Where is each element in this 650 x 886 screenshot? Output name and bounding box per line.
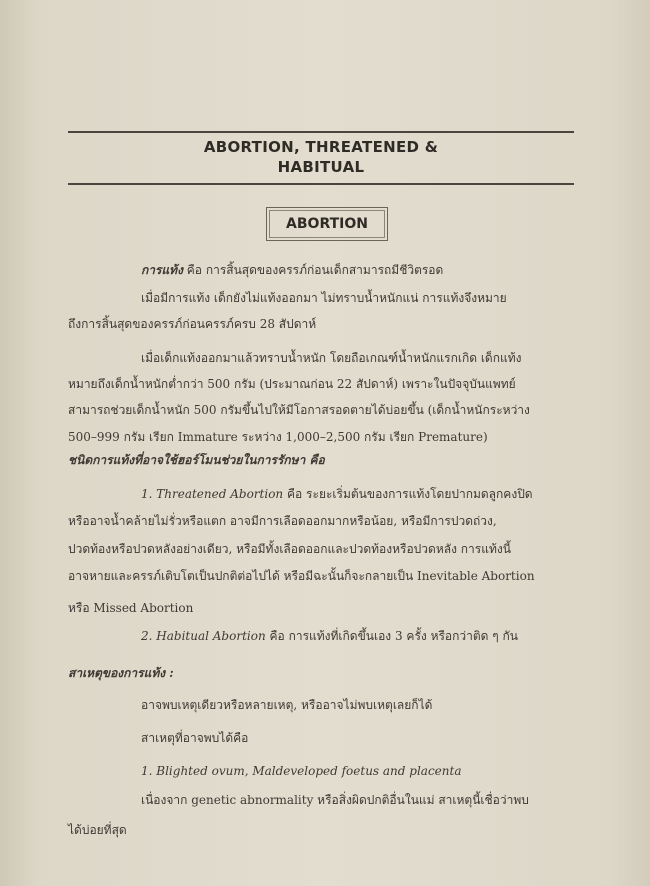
causes-line-1: อาจพบเหตุเดียวหรือหลายเหตุ, หรืออาจไม่พบเหตุเลยก็ได้: [141, 698, 433, 712]
cause-1-line-1: เนื่องจาก genetic abnormality หรือสิ่งผิดปกติอื่นในแม่ สาเหตุนี้เชื่อว่าพบ: [141, 793, 529, 807]
type-2-line: [141, 628, 518, 644]
type-1-line-1: [141, 486, 533, 502]
paragraph-2-line-2: หมายถึงเด็กน้ำหนักต่ำกว่า 500 กรัม (ประมาณก่อน 22 สัปดาห์) เพราะในปัจจุบันแพทย์: [68, 377, 516, 391]
causes-heading: สาเหตุของการแท้ง :: [68, 666, 174, 680]
type-1-line-5: หรือ Missed Abortion: [68, 601, 194, 615]
type-1-line-3: ปวดท้องหรือปวดหลังอย่างเดียว, หรือมีทั้งเลือดออกและปวดท้องหรือปวดหลัง การแท้งนี้: [68, 542, 511, 556]
section-heading-box: [266, 207, 388, 241]
top-rule: [68, 131, 574, 133]
paragraph-1-line-1: เมื่อมีการแท้ง เด็กยังไม่แท้งออกมา ไม่ทราบน้ำหนักแน่ การแท้งจึงหมาย: [141, 291, 507, 305]
paragraph-2-line-1: เมื่อเด็กแท้งออกมาแล้วทราบน้ำหนัก โดยถือเกณฑ์น้ำหนักแรกเกิด เด็กแท้ง: [141, 351, 522, 365]
bottom-rule: [68, 183, 574, 185]
definition-line: [141, 262, 443, 278]
type-1-text: คือ ระยะเริ่มต้นของการแท้งโดยปากมดลูกคงปิด: [287, 487, 533, 501]
type-2-label: 2. Habitual Abortion: [141, 629, 266, 643]
page-title-line1: ABORTION, THREATENED &: [203, 138, 439, 156]
type-2-text: คือ การแท้งที่เกิดขึ้นเอง 3 ครั้ง หรือกว่าติด ๆ กัน: [269, 629, 519, 643]
cause-1-line-2: ได้บ่อยที่สุด: [68, 823, 127, 837]
type-1-line-2: หรืออาจน้ำคล้ายไม่รั่วหรือแตก อาจมีการเลือดออกมากหรือน้อย, หรือมีการปวดถ่วง,: [68, 514, 497, 528]
page-title-line2: HABITUAL: [277, 158, 365, 176]
causes-line-2: สาเหตุที่อาจพบได้คือ: [141, 731, 249, 745]
definition-term: การแท้ง: [141, 263, 183, 277]
section-heading: ABORTION: [286, 216, 368, 232]
type-1-line-4: อาจหายและครรภ์เติบโตเป็นปกติต่อไปได้ หรือมีฉะนั้นก็จะกลายเป็น Inevitable Abortion: [68, 569, 535, 583]
paragraph-1-line-2: ถึงการสิ้นสุดของครรภ์ก่อนครรภ์ครบ 28 สัปดาห์: [68, 317, 317, 331]
type-1-label: 1. Threatened Abortion: [141, 487, 284, 501]
types-heading: ชนิดการแท้งที่อาจใช้ฮอร์โมนช่วยในการรักษา คือ: [68, 453, 325, 467]
cause-1-label: 1. Blighted ovum, Maldeveloped foetus and placenta: [141, 764, 462, 778]
paragraph-2-line-3: สามารถช่วยเด็กน้ำหนัก 500 กรัมขึ้นไปให้มีโอกาสรอดตายได้บ่อยขึ้น (เด็กน้ำหนักระหว่าง: [68, 403, 530, 417]
paragraph-2-line-4: 500–999 กรัม เรียก Immature ระหว่าง 1,000–2,500 กรัม เรียก Premature): [68, 430, 488, 444]
definition-text: คือ การสิ้นสุดของครรภ์ก่อนเด็กสามารถมีชีวิตรอด: [186, 263, 444, 277]
